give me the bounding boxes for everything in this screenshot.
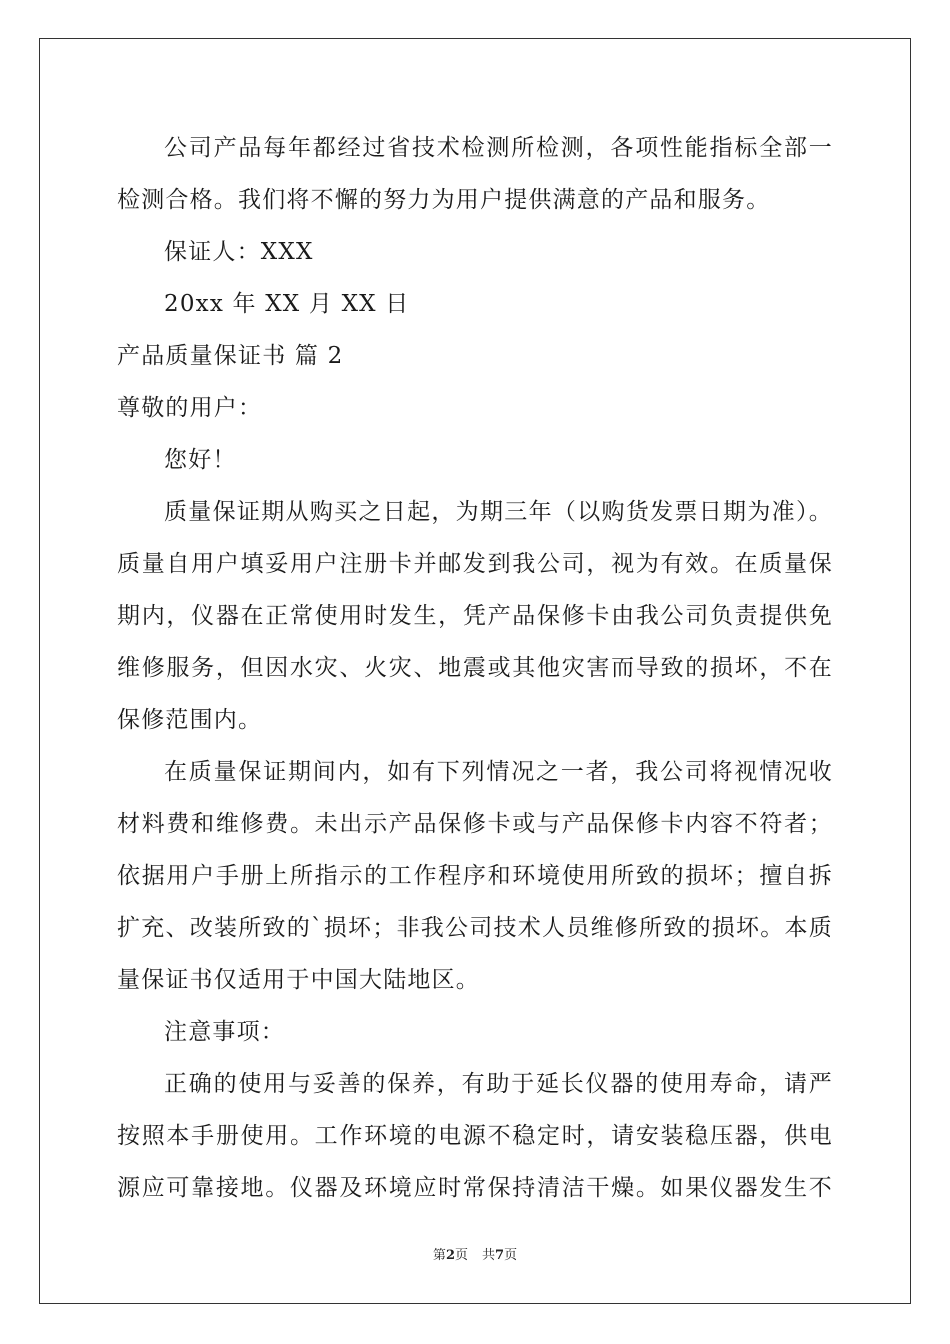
page-footer [0, 1246, 950, 1266]
current-page-number: 2 [445, 1248, 455, 1263]
body-line: 在质量保证期间内，如有下列情况之一者，我公司将视情况收 [164, 759, 833, 785]
body-line: 保修范围内。 [117, 707, 263, 733]
notes-heading: 注意事项： [164, 1019, 285, 1045]
body-line: 依据用户手册上所指示的工作程序和环境使用所致的损坏；擅自拆 [117, 863, 833, 889]
body-line: 质量自用户填妥用户注册卡并邮发到我公司，视为有效。在质量保 [117, 551, 833, 577]
total-page-count: 7 [495, 1248, 505, 1263]
body-line: 公司产品每年都经过省技术检测所检测，各项性能指标全部一 [164, 135, 833, 161]
date-line: 20xx 年 XX 月 XX 日 [164, 291, 410, 317]
document-body [117, 122, 833, 1214]
body-line: 扩充、改装所致的`损坏；非我公司技术人员维修所致的损坏。本质 [117, 915, 833, 941]
body-line: 按照本手册使用。工作环境的电源不稳定时，请安装稳压器，供电 [117, 1123, 833, 1149]
body-line: 维修服务，但因水灾、火灾、地震或其他灾害而导致的损坏，不在 [117, 655, 833, 681]
body-line: 检测合格。我们将不懈的努力为用户提供满意的产品和服务。 [117, 187, 771, 213]
total-prefix: 共 [482, 1248, 496, 1263]
page-suffix: 页 [454, 1248, 468, 1263]
signatory-line: 保证人：XXX [164, 239, 314, 265]
body-line: 期内，仪器在正常使用时发生，凭产品保修卡由我公司负责提供免 [117, 603, 833, 629]
body-line: 正确的使用与妥善的保养，有助于延长仪器的使用寿命，请严 [164, 1071, 833, 1097]
body-line: 质量保证期从购买之日起，为期三年（以购货发票日期为准）。 [164, 499, 833, 525]
salutation: 尊敬的用户： [117, 395, 263, 421]
total-suffix: 页 [504, 1248, 518, 1263]
page-prefix: 第 [432, 1248, 446, 1263]
body-line: 量保证书仅适用于中国大陆地区。 [117, 967, 480, 993]
body-line: 源应可靠接地。仪器及环境应时常保持清洁干燥。如果仪器发生不 [117, 1175, 833, 1201]
section-heading: 产品质量保证书 篇 2 [117, 343, 344, 369]
body-line: 材料费和维修费。未出示产品保修卡或与产品保修卡内容不符者； [117, 811, 833, 837]
greeting: 您好！ [164, 447, 237, 473]
